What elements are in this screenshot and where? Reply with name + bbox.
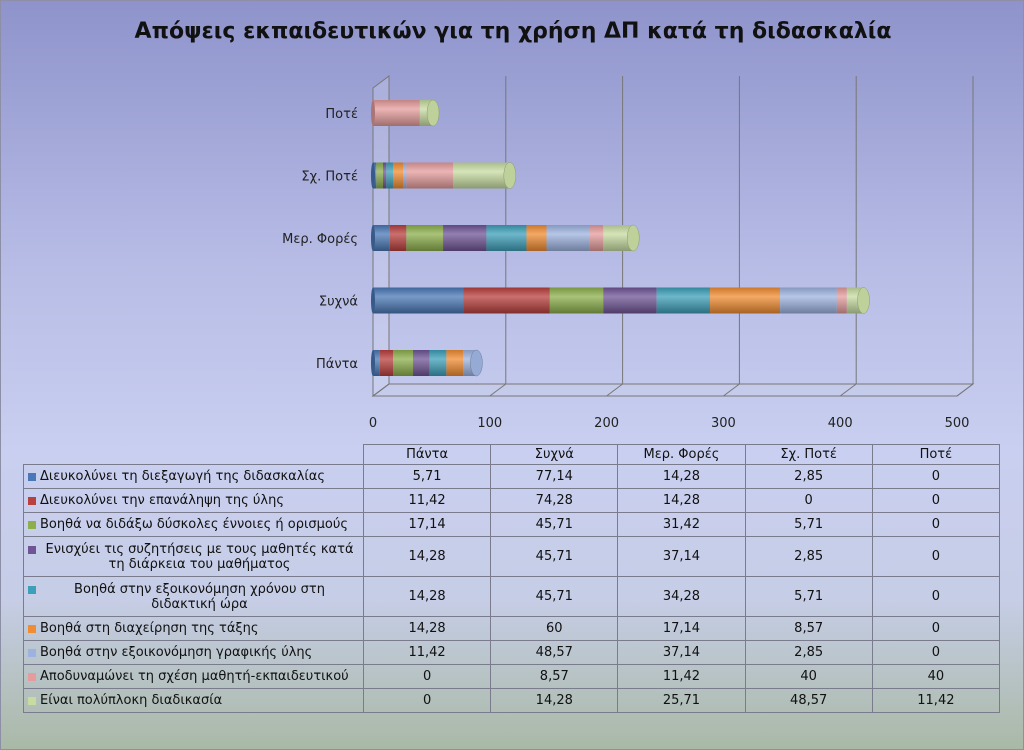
legend-entry <box>24 665 364 689</box>
legend-label: Αποδυναμώνει τη σχέση μαθητή-εκπαιδευτικού <box>40 669 349 684</box>
legend-entry <box>24 617 364 641</box>
table-column-header: Ποτέ <box>872 445 999 465</box>
bar-segment <box>376 163 383 189</box>
x-tick-label: 500 <box>944 416 970 431</box>
bar-segment <box>373 100 420 126</box>
table-cell: 45,71 <box>491 577 618 617</box>
table-cell: 14,28 <box>491 689 618 713</box>
bar-segment <box>443 225 486 251</box>
legend-swatch <box>28 473 36 481</box>
bar-segment <box>446 350 463 376</box>
y-category-label: Μερ. Φορές <box>282 232 358 247</box>
legend-swatch <box>28 586 36 594</box>
legend-swatch <box>28 673 36 681</box>
table-cell: 40 <box>872 665 999 689</box>
legend-swatch <box>28 649 36 657</box>
table-corner <box>24 445 364 465</box>
table-row <box>24 641 1000 665</box>
table-cell: 31,42 <box>618 513 745 537</box>
legend-entry <box>24 465 364 489</box>
table-cell: 0 <box>364 689 491 713</box>
bar-end-cap <box>470 350 482 376</box>
table-column-header: Μερ. Φορές <box>618 445 745 465</box>
bar-segment <box>403 163 406 189</box>
chart-title: Απόψεις εκπαιδευτικών για τη χρήση ΔΠ κατά τη διδασκαλία <box>134 19 892 44</box>
plot-floor <box>373 384 973 396</box>
bar-segment <box>546 225 589 251</box>
x-tick-label: 100 <box>477 416 503 431</box>
bar-end-cap <box>858 288 870 314</box>
bar-segment <box>406 163 453 189</box>
legend-entry <box>24 689 364 713</box>
table-row <box>24 577 1000 617</box>
legend-entry <box>24 577 364 617</box>
bar-segment <box>386 163 393 189</box>
bar-end-cap <box>427 100 439 126</box>
legend-label: Διευκολύνει την επανάληψη της ύλης <box>40 493 284 508</box>
bar-start-cap <box>371 163 375 189</box>
legend-label: Βοηθά στην εξοικονόμηση γραφικής ύλης <box>40 645 313 660</box>
chart-plot <box>1 1 1024 446</box>
bar-segment <box>486 225 526 251</box>
bar-segment <box>463 288 550 314</box>
table-cell: 40 <box>745 665 872 689</box>
table-cell: 11,42 <box>872 689 999 713</box>
y-category-label: Συχνά <box>318 294 358 310</box>
bar-segment <box>383 163 386 189</box>
y-category-label: Πάντα <box>315 357 358 372</box>
y-category-label: Ποτέ <box>325 107 358 122</box>
table-cell: 37,14 <box>618 641 745 665</box>
table-cell: 17,14 <box>618 617 745 641</box>
table-column-header: Σχ. Ποτέ <box>745 445 872 465</box>
legend-entry <box>24 489 364 513</box>
legend-label: Βοηθά στη διαχείρηση της τάξης <box>40 621 259 636</box>
bar-segment <box>550 288 603 314</box>
table-row <box>24 465 1000 489</box>
bar-segment <box>390 225 407 251</box>
legend-label: Βοηθά να διδάξω δύσκολες έννοιες ή ορισμούς <box>40 517 348 532</box>
table-cell: 48,57 <box>491 641 618 665</box>
bar-start-cap <box>371 350 375 376</box>
table-cell: 48,57 <box>745 689 872 713</box>
table-cell: 11,42 <box>364 641 491 665</box>
legend-label: Βοηθά στην εξοικονόμηση χρόνου στη διδακτική ώρα <box>74 581 325 612</box>
legend-label: Ενισχύει τις συζητήσεις με τους μαθητές κατά τη διάρκεια του μαθήματος <box>45 541 354 572</box>
bar-segment <box>453 163 510 189</box>
bar-segment <box>393 163 403 189</box>
bar-segment <box>430 350 447 376</box>
table-cell: 0 <box>364 665 491 689</box>
table-cell: 5,71 <box>745 577 872 617</box>
table-cell: 0 <box>872 513 999 537</box>
bar-start-cap <box>371 100 375 126</box>
table-cell: 11,42 <box>364 489 491 513</box>
table-cell: 2,85 <box>745 537 872 577</box>
table-row <box>24 513 1000 537</box>
table-cell: 5,71 <box>745 513 872 537</box>
legend-label: Διευκολύνει τη διεξαγωγή της διδασκαλίας <box>40 469 325 484</box>
data-table <box>23 444 1000 713</box>
legend-swatch <box>28 546 36 554</box>
x-tick-label: 0 <box>368 416 378 431</box>
legend-swatch <box>28 697 36 705</box>
x-tick-label: 400 <box>827 416 853 431</box>
bar-segment <box>373 225 390 251</box>
table-cell: 14,28 <box>618 489 745 513</box>
legend-swatch <box>28 521 36 529</box>
bar-segment <box>837 288 847 314</box>
table-row <box>24 537 1000 577</box>
table-row <box>24 489 1000 513</box>
table-cell: 2,85 <box>745 641 872 665</box>
bar-end-cap <box>627 225 639 251</box>
bar-segment <box>373 288 463 314</box>
bar-segment <box>526 225 546 251</box>
legend-swatch <box>28 625 36 633</box>
bar-segment <box>406 225 443 251</box>
table-cell: 17,14 <box>364 513 491 537</box>
table-cell: 0 <box>745 489 872 513</box>
table-cell: 14,28 <box>364 537 491 577</box>
legend-entry <box>24 641 364 665</box>
table-cell: 2,85 <box>745 465 872 489</box>
table-cell: 14,28 <box>364 577 491 617</box>
table-cell: 34,28 <box>618 577 745 617</box>
table-cell: 8,57 <box>745 617 872 641</box>
bar-end-cap <box>504 163 516 189</box>
table-cell: 0 <box>872 465 999 489</box>
table-cell: 0 <box>872 489 999 513</box>
table-header-row <box>24 445 1000 465</box>
table-cell: 14,28 <box>618 465 745 489</box>
table-cell: 0 <box>872 537 999 577</box>
table-row <box>24 665 1000 689</box>
table-cell: 45,71 <box>491 513 618 537</box>
table-cell: 25,71 <box>618 689 745 713</box>
bar-segment <box>380 350 393 376</box>
bar-segment <box>780 288 837 314</box>
table-cell: 45,71 <box>491 537 618 577</box>
table-cell: 11,42 <box>618 665 745 689</box>
legend-entry <box>24 513 364 537</box>
table-cell: 0 <box>872 617 999 641</box>
bar-segment <box>590 225 603 251</box>
table-cell: 0 <box>872 641 999 665</box>
table-cell: 14,28 <box>364 617 491 641</box>
bar-segment <box>393 350 413 376</box>
legend-entry <box>24 537 364 577</box>
table-row <box>24 617 1000 641</box>
table-cell: 8,57 <box>491 665 618 689</box>
bar-segment <box>657 288 710 314</box>
table-cell: 77,14 <box>491 465 618 489</box>
table-cell: 0 <box>872 577 999 617</box>
table-row <box>24 689 1000 713</box>
table-cell: 37,14 <box>618 537 745 577</box>
bar-start-cap <box>371 225 375 251</box>
bar-segment <box>413 350 430 376</box>
x-tick-label: 300 <box>710 416 736 431</box>
bar-segment <box>603 288 656 314</box>
bar-segment <box>710 288 780 314</box>
legend-swatch <box>28 497 36 505</box>
table-cell: 74,28 <box>491 489 618 513</box>
table-column-header: Συχνά <box>491 445 618 465</box>
y-category-label: Σχ. Ποτέ <box>301 169 358 185</box>
legend-label: Είναι πολύπλοκη διαδικασία <box>40 693 223 708</box>
table-column-header: Πάντα <box>364 445 491 465</box>
table-cell: 5,71 <box>364 465 491 489</box>
x-tick-label: 200 <box>594 416 620 431</box>
bar-start-cap <box>371 288 375 314</box>
table-cell: 60 <box>491 617 618 641</box>
